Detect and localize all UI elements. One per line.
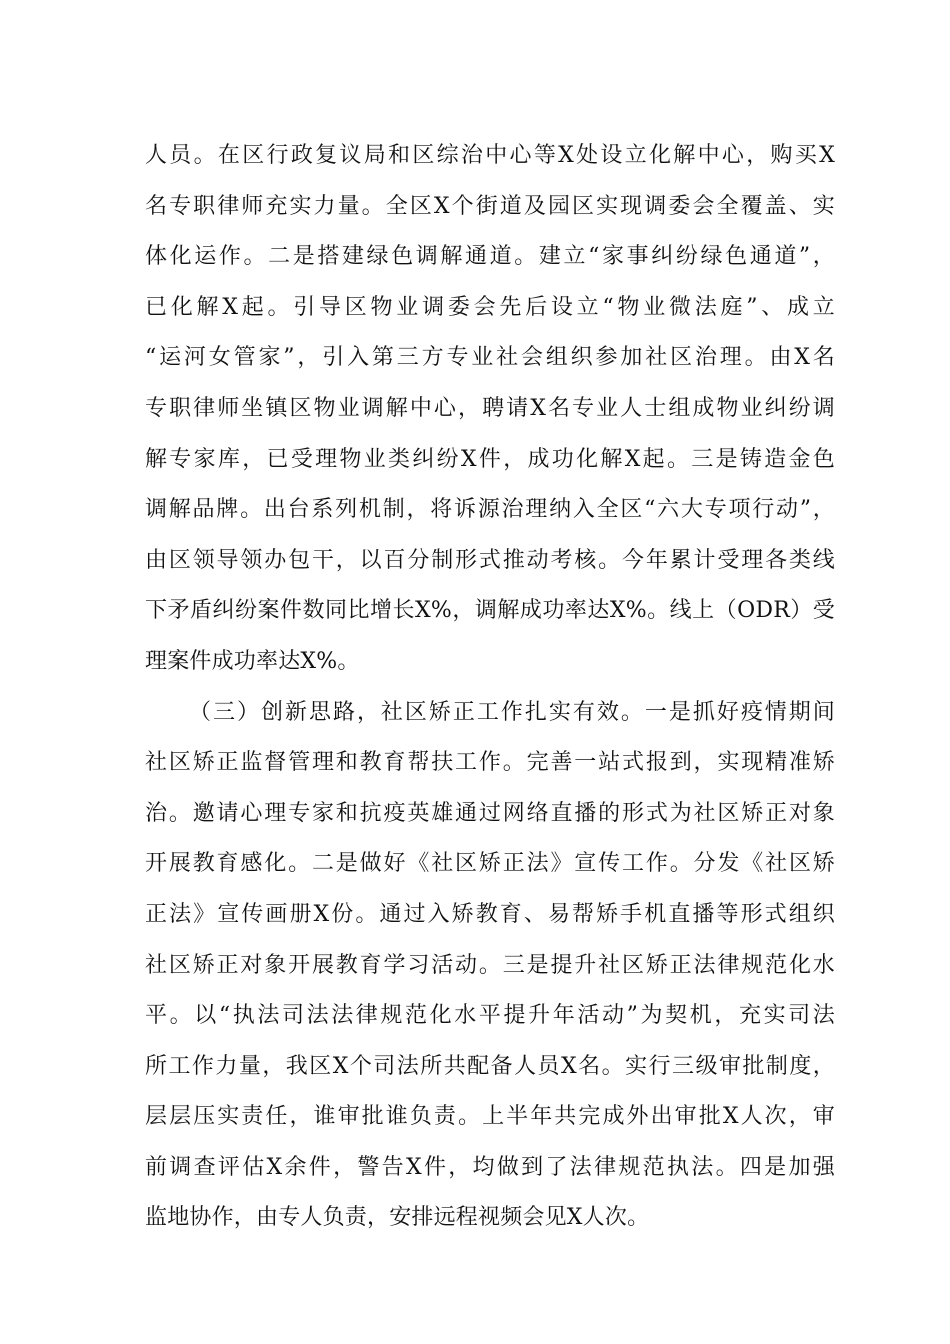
text-line: 正法》宣传画册X份。通过入矫教育、易帮矫手机直播等形式组织 xyxy=(145,901,835,927)
text-line: 所工作力量，我区X个司法所共配备人员X名。实行三级审批制度， xyxy=(145,1053,835,1079)
text-line: “运河女管家”，引入第三方专业社会组织参加社区治理。由X名 xyxy=(145,345,835,371)
text-line: 解专家库，已受理物业类纠纷X件，成功化解X起。三是铸造金色 xyxy=(145,446,835,472)
body-text xyxy=(145,131,835,1244)
text-line: 社区矫正对象开展教育学习活动。三是提升社区矫正法律规范化水 xyxy=(145,952,835,978)
text-line: 前调查评估X余件，警告X件，均做到了法律规范执法。四是加强 xyxy=(145,1154,835,1180)
text-line: 专职律师坐镇区物业调解中心，聘请X名专业人士组成物业纠纷调 xyxy=(145,395,835,421)
text-line: 理案件成功率达X%。 xyxy=(145,648,360,674)
text-line: 已化解X起。引导区物业调委会先后设立“物业微法庭”、成立 xyxy=(145,294,835,320)
text-line: 体化运作。二是搭建绿色调解通道。建立“家事纠纷绿色通道”， xyxy=(145,244,835,270)
text-line: 下矛盾纠纷案件数同比增长X%，调解成功率达X%。线上（ODR）受 xyxy=(145,598,835,624)
text-line: 层层压实责任，谁审批谁负责。上半年共完成外出审批X人次，审 xyxy=(145,1104,835,1130)
text-line: 名专职律师充实力量。全区X个街道及园区实现调委会全覆盖、实 xyxy=(145,193,835,219)
text-line: 人员。在区行政复议局和区综治中心等X处设立化解中心，购买X xyxy=(145,143,835,168)
text-line: （三）创新思路，社区矫正工作扎实有效。一是抓好疫情期间 xyxy=(189,699,835,725)
text-line: 平。以“执法司法法律规范化水平提升年活动”为契机，充实司法 xyxy=(145,1003,835,1029)
text-line: 开展教育感化。二是做好《社区矫正法》宣传工作。分发《社区矫 xyxy=(145,851,835,877)
text-line: 监地协作，由专人负责，安排远程视频会见X人次。 xyxy=(145,1205,650,1231)
text-line: 由区领导领办包干，以百分制形式推动考核。今年累计受理各类线 xyxy=(145,547,835,573)
text-line: 治。邀请心理专家和抗疫英雄通过网络直播的形式为社区矫正对象 xyxy=(145,800,835,826)
text-line: 调解品牌。出台系列机制，将诉源治理纳入全区“六大专项行动”， xyxy=(145,497,835,523)
text-line: 社区矫正监督管理和教育帮扶工作。完善一站式报到，实现精准矫 xyxy=(145,750,835,776)
